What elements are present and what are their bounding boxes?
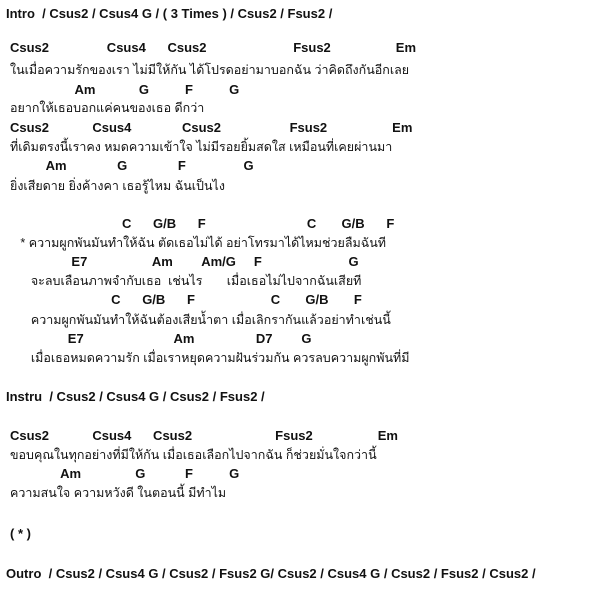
verse2-chords-2: Am G F G [10,466,240,481]
chorus-chords-1: C G/B F C G/B F [10,216,395,231]
verse1-lyric-4: ยิ่งเสียดาย ยิ่งค้างคา เธอรู้ไหม ฉันเป็นไง [10,179,225,193]
chorus-lyric-4: เมื่อเธอหมดความรัก เมื่อเราหยุดความฝันร่วมกัน ควรลบความผูกพันที่มี [10,351,410,365]
verse2-lyric-2: ความสนใจ ความหวังดี ในตอนนี้ มีทำไม [10,486,227,500]
verse1-chords-3: Csus2 Csus4 Csus2 Fsus2 Em [10,120,413,135]
instru-line: Instru / Csus2 / Csus4 G / Csus2 / Fsus2 / [6,389,265,404]
chorus-chords-4: E7 Am D7 G [10,331,312,346]
chorus-chords-3: C G/B F C G/B F [10,292,362,307]
verse1-chords-2: Am G F G [10,82,240,97]
outro-line: Outro / Csus2 / Csus4 G / Csus2 / Fsus2 G/ Csus2 / Csus4 G / Csus2 / Fsus2 / Csus2 / [6,566,536,581]
verse2-chords-1: Csus2 Csus4 Csus2 Fsus2 Em [10,428,398,443]
verse2-lyric-1: ขอบคุณในทุกอย่างที่มีให้กัน เมื่อเธอเลือกไปจากฉัน ก็ช่วยมั่นใจกว่านี้ [10,448,377,462]
chorus-chords-2: E7 Am Am/G F G [10,254,359,269]
chorus-lyric-3: ความผูกพันมันทำให้ฉันต้องเสียน้ำตา เมื่อเลิกรากันแล้วอย่าทำเช่นนี้ [10,313,391,327]
verse1-lyric-2: อยากให้เธอบอกแค่คนของเธอ ดีกว่า [10,101,205,115]
intro-line: Intro / Csus2 / Csus4 G / ( 3 Times ) / Csus2 / Fsus2 / [6,6,333,21]
chorus-lyric-2: จะลบเลือนภาพจำกับเธอ เช่นไร เมื่อเธอไม่ไปจากฉันเสียที [10,274,362,288]
verse1-chords-1: Csus2 Csus4 Csus2 Fsus2 Em [10,40,417,55]
verse1-lyric-1: ในเมื่อความรักของเรา ไม่มีให้กัน ได้โปรดอย่ามาบอกฉัน ว่าคิดถึงกันอีกเลย [10,63,410,77]
verse1-lyric-3: ที่เดิมตรงนี้เราคง หมดความเข้าใจ ไม่มีรอยยิ้มสดใส เหมือนที่เคยผ่านมา [10,140,393,154]
chorus-lyric-1: * ความผูกพันมันทำให้ฉัน ตัดเธอไม่ได้ อย่าโทรมาได้ไหมช่วยลืมฉันที [10,236,387,250]
repeat-chorus-marker: ( * ) [10,526,31,541]
verse1-chords-4: Am G F G [10,158,254,173]
